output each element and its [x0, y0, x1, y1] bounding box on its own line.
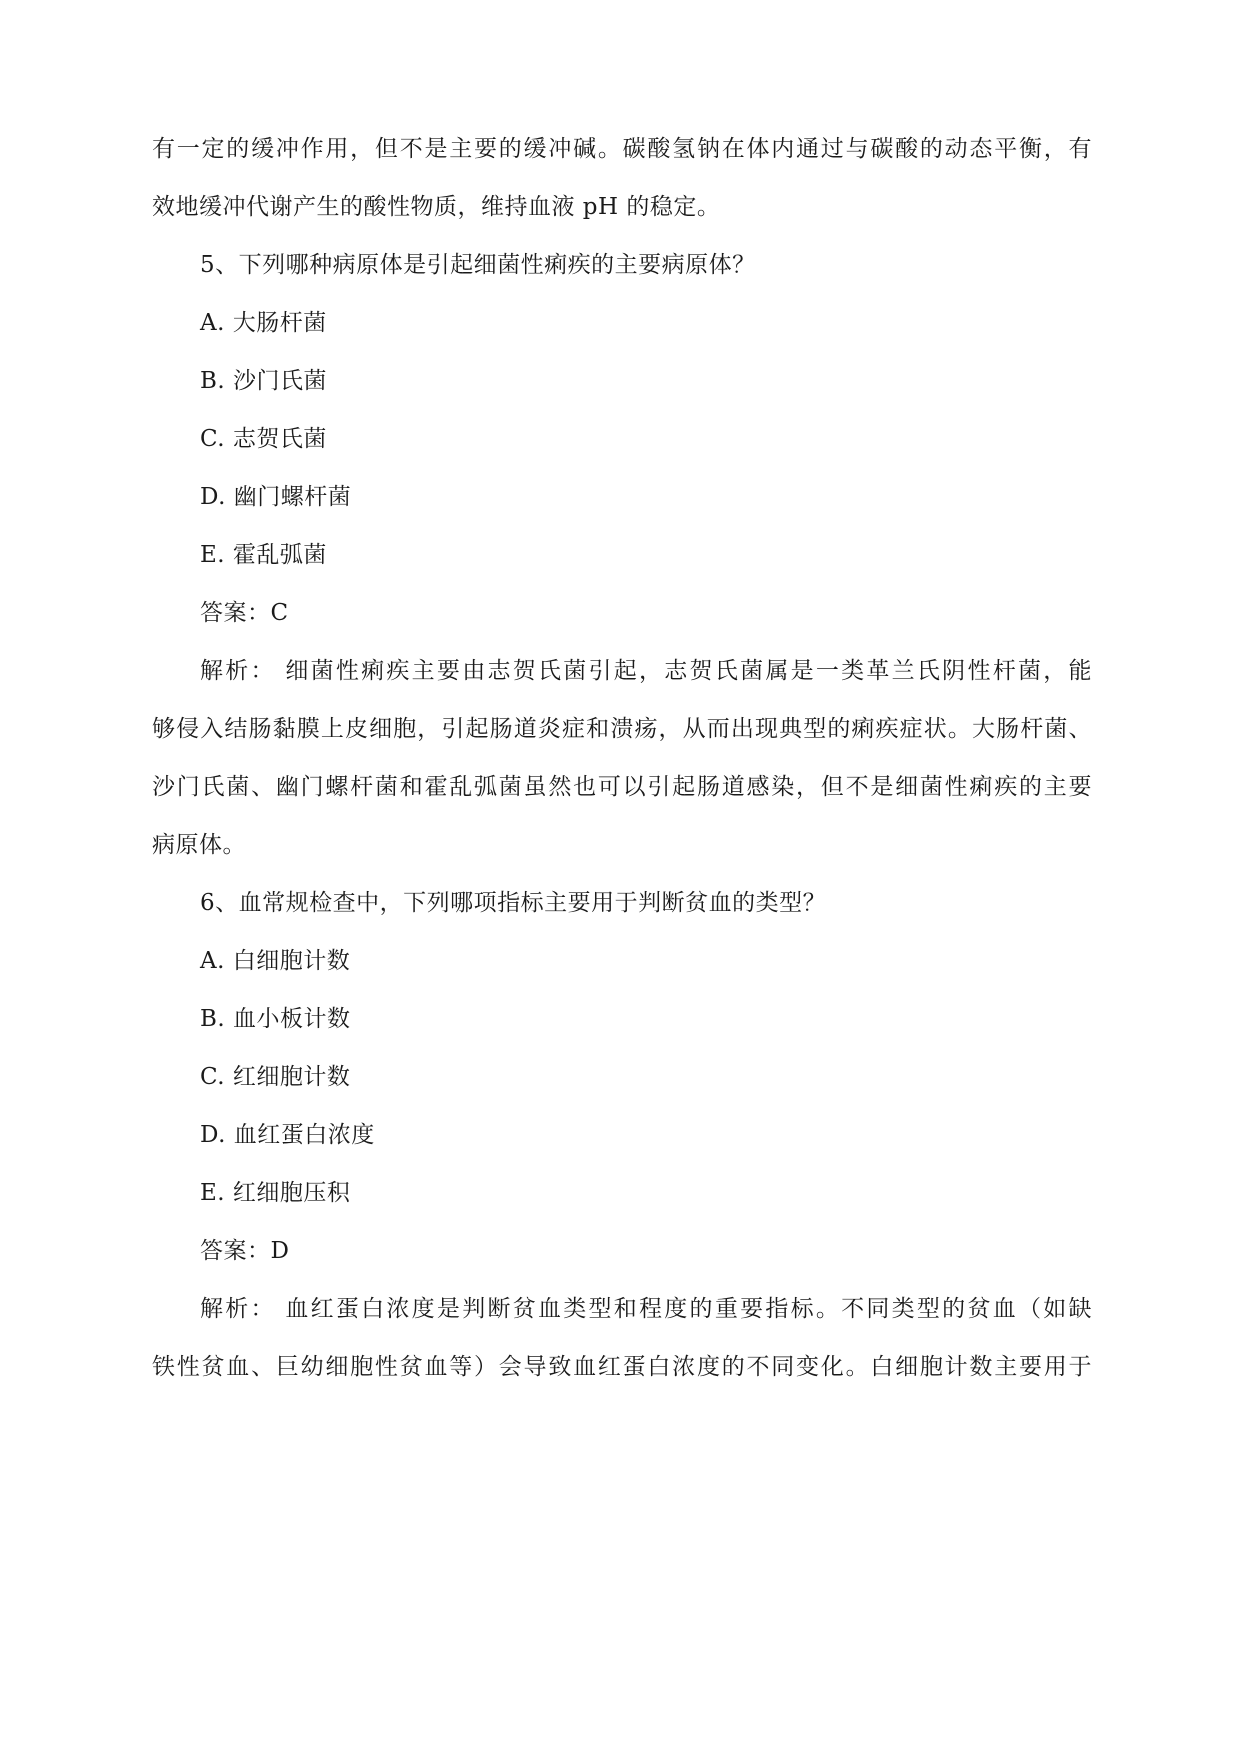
question-5-option-b: B. 沙门氏菌: [200, 368, 328, 394]
question-5-analysis-line-3: 沙门氏菌、幽门螺杆菌和霍乱弧菌虽然也可以引起肠道感染，但不是细菌性痢疾的主要: [152, 774, 1092, 800]
question-5-analysis-line-2: 够侵入结肠黏膜上皮细胞，引起肠道炎症和溃疡，从而出现典型的痢疾症状。大肠杆菌、: [152, 716, 1092, 742]
question-5-answer: 答案：C: [200, 600, 289, 626]
question-6-option-a: A. 白细胞计数: [200, 948, 351, 974]
question-6-title: 6、血常规检查中，下列哪项指标主要用于判断贫血的类型？: [200, 890, 827, 916]
question-6-analysis-line-1: 解析： 血红蛋白浓度是判断贫血类型和程度的重要指标。不同类型的贫血（如缺: [200, 1296, 1092, 1322]
question-5-analysis-line-1: 解析： 细菌性痢疾主要由志贺氏菌引起，志贺氏菌属是一类革兰氏阴性杆菌，能: [200, 658, 1092, 684]
question-6-analysis-line-2: 铁性贫血、巨幼细胞性贫血等）会导致血红蛋白浓度的不同变化。白细胞计数主要用于: [152, 1354, 1092, 1380]
question-6-option-c: C. 红细胞计数: [200, 1064, 351, 1090]
question-5-option-e: E. 霍乱弧菌: [200, 542, 327, 568]
question-6-option-e: E. 红细胞压积: [200, 1180, 351, 1206]
question-6-answer: 答案：D: [200, 1238, 290, 1264]
question-5-title: 5、下列哪种病原体是引起细菌性痢疾的主要病原体？: [200, 252, 756, 278]
question-5-option-d: D. 幽门螺杆菌: [200, 484, 352, 510]
question-5-analysis-line-4: 病原体。: [152, 832, 246, 858]
intro-line-1: 有一定的缓冲作用，但不是主要的缓冲碱。碳酸氢钠在体内通过与碳酸的动态平衡，有: [152, 136, 1092, 162]
question-5-option-a: A. 大肠杆菌: [200, 310, 327, 336]
intro-line-2: 效地缓冲代谢产生的酸性物质，维持血液 pH 的稳定。: [152, 194, 721, 220]
question-6-option-b: B. 血小板计数: [200, 1006, 351, 1032]
question-6-option-d: D. 血红蛋白浓度: [200, 1122, 375, 1148]
question-5-option-c: C. 志贺氏菌: [200, 426, 327, 452]
